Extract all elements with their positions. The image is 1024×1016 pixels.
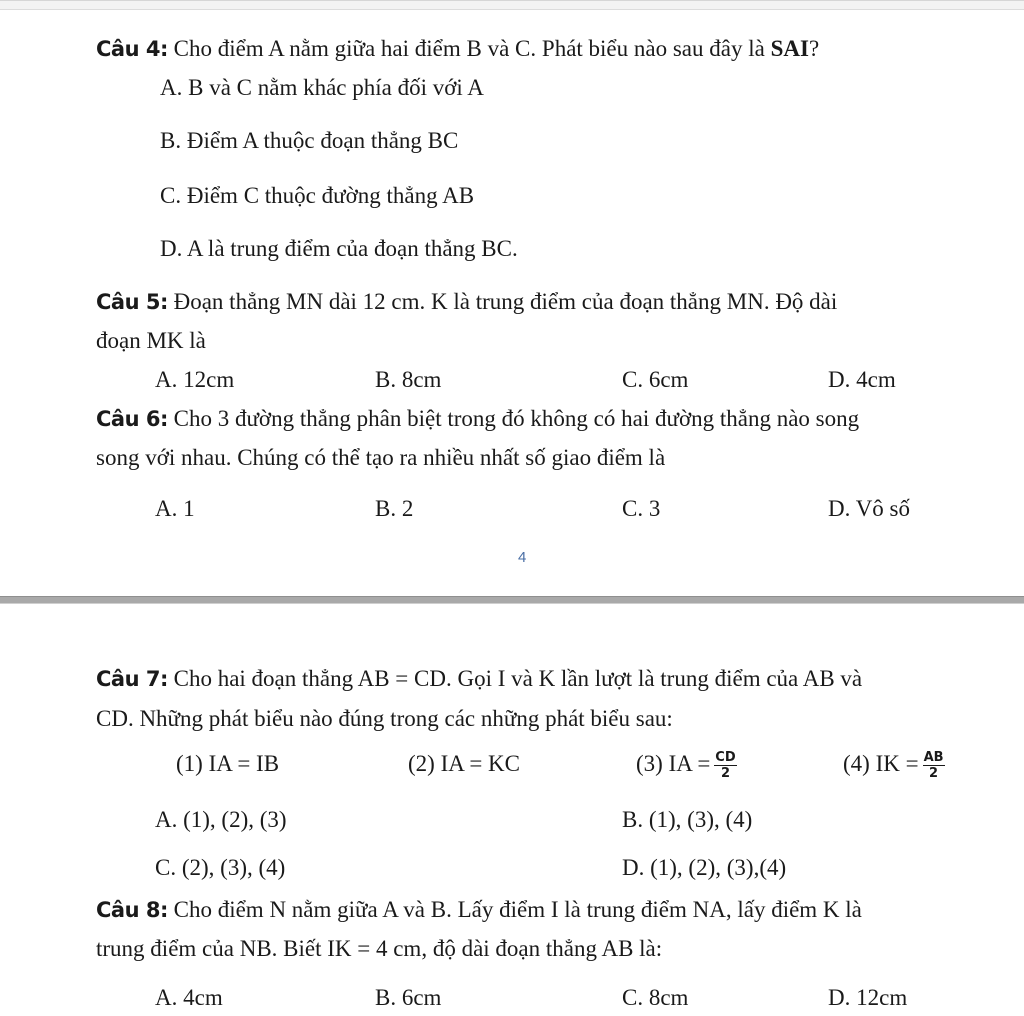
question-5-label: Câu 5: xyxy=(96,290,168,314)
question-5-option-c: C. 6cm xyxy=(622,367,689,392)
question-4-text: Cho điểm A nằm giữa hai điểm B và C. Phát biểu nào sau đây là xyxy=(167,36,771,61)
question-8-option-a: A. 4cm xyxy=(155,985,223,1010)
question-5-option-a: A. 12cm xyxy=(155,367,235,392)
fraction-denominator: 2 xyxy=(929,766,939,782)
statement-4-prefix: (4) IK = xyxy=(843,751,919,776)
fraction-ab-over-2 xyxy=(923,750,945,781)
question-8-stem-line-1 xyxy=(96,896,862,924)
question-4-option-c: C. Điểm C thuộc đường thẳng AB xyxy=(160,183,475,208)
question-7-statement-3 xyxy=(636,750,737,781)
question-6-label: Câu 6: xyxy=(96,407,168,431)
question-5-stem-line-1 xyxy=(96,288,837,316)
fraction-cd-over-2 xyxy=(714,750,736,781)
question-6-stem-line-2: song với nhau. Chúng có thể tạo ra nhiều nhất số giao điểm là xyxy=(96,445,666,470)
fraction-denominator: 2 xyxy=(720,766,730,782)
question-4-option-a: A. B và C nằm khác phía đối với A xyxy=(160,75,484,100)
question-7-stem-line-1 xyxy=(96,665,862,693)
question-6-option-b: B. 2 xyxy=(375,496,414,521)
question-6-option-d: D. Vô số xyxy=(828,496,911,521)
question-7-statement-2: (2) IA = KC xyxy=(408,751,520,776)
question-7-option-b: B. (1), (3), (4) xyxy=(622,807,753,832)
page-number: 4 xyxy=(518,549,527,566)
question-8-option-b: B. 6cm xyxy=(375,985,442,1010)
question-8-text: Cho điểm N nằm giữa A và B. Lấy điểm I là trung điểm NA, lấy điểm K là xyxy=(167,897,862,922)
question-6-text: Cho 3 đường thẳng phân biệt trong đó không có hai đường thẳng nào song xyxy=(167,406,860,431)
question-7-statement-4 xyxy=(843,750,945,781)
question-6-option-c: C. 3 xyxy=(622,496,661,521)
document-page-5 xyxy=(0,604,1024,1016)
question-7-label: Câu 7: xyxy=(96,667,168,691)
question-5-stem-line-2: đoạn MK là xyxy=(96,328,206,353)
question-7-stem-line-2: CD. Những phát biểu nào đúng trong các những phát biểu sau: xyxy=(96,706,673,731)
question-5-option-b: B. 8cm xyxy=(375,367,442,392)
question-4-option-d: D. A là trung điểm của đoạn thẳng BC. xyxy=(160,236,518,261)
statement-3-prefix: (3) IA = xyxy=(636,751,711,776)
question-4-text-end: ? xyxy=(808,36,820,61)
question-4-stem xyxy=(96,35,819,63)
question-7-option-d: D. (1), (2), (3),(4) xyxy=(622,855,787,880)
question-4-option-b: B. Điểm A thuộc đoạn thẳng BC xyxy=(160,128,459,153)
question-7-option-a: A. (1), (2), (3) xyxy=(155,807,287,832)
fraction-numerator: AB xyxy=(923,750,944,766)
question-8-stem-line-2: trung điểm của NB. Biết IK = 4 cm, độ dài đoạn thẳng AB là: xyxy=(96,936,663,961)
page-top-edge xyxy=(0,1,1024,10)
page-separator xyxy=(0,596,1024,604)
question-7-statement-1: (1) IA = IB xyxy=(176,751,280,776)
question-5-option-d: D. 4cm xyxy=(828,367,896,392)
question-5-text: Đoạn thẳng MN dài 12 cm. K là trung điểm của đoạn thẳng MN. Độ dài xyxy=(167,289,838,314)
question-8-option-d: D. 12cm xyxy=(828,985,908,1010)
question-4-emphasis: SAI xyxy=(770,36,809,61)
question-7-option-c: C. (2), (3), (4) xyxy=(155,855,286,880)
question-8-option-c: C. 8cm xyxy=(622,985,689,1010)
question-6-option-a: A. 1 xyxy=(155,496,195,521)
question-6-stem-line-1 xyxy=(96,405,859,433)
fraction-numerator: CD xyxy=(715,750,736,766)
question-7-text: Cho hai đoạn thẳng AB = CD. Gọi I và K lần lượt là trung điểm của AB và xyxy=(167,666,863,691)
question-4-label: Câu 4: xyxy=(96,37,168,61)
question-8-label: Câu 8: xyxy=(96,898,168,922)
